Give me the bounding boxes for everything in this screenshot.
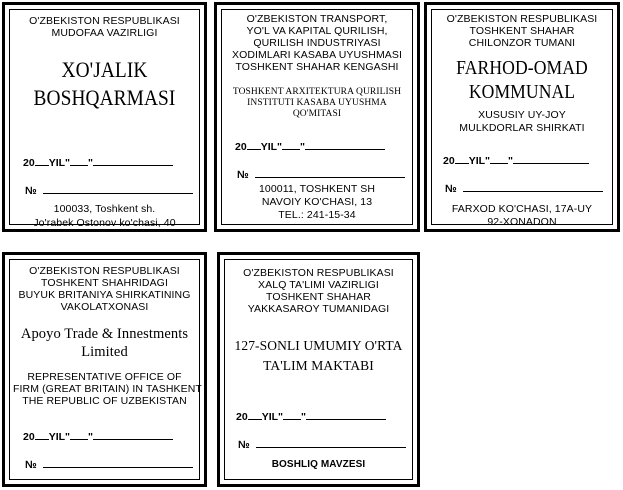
address-line: 92-XONADON [487, 216, 557, 228]
stamp-title: XO'JALIK [61, 57, 148, 82]
stamp-title: TOSHKENT ARXITEKTURA QURILISH [232, 87, 402, 97]
number-field[interactable]: № [445, 181, 603, 195]
org-line: O'ZBEKISTON TRANSPORT, [246, 13, 388, 25]
stamp-title: FARHOD-OMAD [456, 57, 588, 79]
stamp-title: BOSHQARMASI [33, 85, 176, 110]
org-line: TOSHKENT SHAHAR [469, 25, 575, 37]
subtitle-line: FIRM (GREAT BRITAIN) IN TASHKENT [13, 383, 202, 395]
org-line: QURILISH INDUSTRIYASI [253, 37, 381, 49]
subtitle-line: REPRESENTATIVE OFFICE OF [27, 371, 182, 383]
number-field[interactable]: № [25, 457, 193, 471]
org-line: YO'L VA KAPITAL QURILISH, [246, 25, 388, 37]
stamp-title: Apoyo Trade & Innestments [20, 326, 189, 342]
stamp-title: KOMMUNAL [468, 81, 576, 103]
number-field[interactable]: № [25, 183, 193, 197]
address-line: NAVOIY KO'CHASI, 13 [261, 196, 373, 208]
subtitle-line: XUSUSIY UY-JOY [478, 109, 566, 121]
org-line: CHILONZOR TUMANI [468, 37, 576, 49]
number-field[interactable]: № [238, 437, 406, 451]
org-line: BUYUK BRITANIYA SHIRKATINING [18, 289, 191, 301]
date-field[interactable]: 20 YIL" " [236, 409, 386, 423]
stamp-title: QO'MITASI [292, 109, 342, 119]
org-line: TOSHKENT SHAHAR [266, 291, 371, 303]
org-line: TOSHKENT SHAHRIDAGI [41, 277, 168, 289]
footer-line: BOSHLIQ MAVZESI [271, 459, 366, 470]
org-line: O'ZBEKISTON RESPUBLIKASI [243, 267, 394, 279]
subtitle-line: MULKDORLAR SHIRKATI [459, 122, 585, 134]
stamp-title: Limited [81, 344, 128, 360]
address-line: Jo'rabek Ostonov ko'chasi, 40 [33, 217, 176, 229]
date-field[interactable]: 20 YIL" " [23, 155, 173, 169]
address-line: TEL.: 241-15-34 [278, 209, 356, 221]
org-line: O'ZBEKISTON RESPUBLIKASI [446, 13, 598, 25]
org-line: O'ZBEKISTON RESPUBLIKASI [29, 265, 180, 277]
date-field[interactable]: 20 YIL" " [443, 153, 589, 167]
stamp-maktab-127 [217, 252, 420, 487]
stamp-farhod-omad [424, 2, 620, 232]
org-line: XALQ TA'LIMI VAZIRLIGI [258, 279, 379, 291]
org-line: VAKOLATXONASI [60, 301, 149, 313]
stamp-title: TA'LIM MAKTABI [263, 358, 374, 373]
org-line: XODIMLARI KASABA UYUSHMASI [231, 49, 403, 61]
stamp-title: INSTITUTI KASABA UYUSHMA [247, 98, 387, 108]
stamp-apoyo-trade [2, 252, 207, 487]
subtitle-line: THE REPUBLIC OF UZBEKISTAN [22, 395, 187, 407]
org-line: YAKKASAROY TUMANIDAGI [247, 303, 390, 315]
date-field[interactable]: 20 YIL" " [235, 139, 385, 153]
number-field[interactable]: № [237, 167, 405, 181]
org-line: MUDOFAA VAZIRLIGI [51, 27, 158, 39]
org-line: O'ZBEKISTON RESPUBLIKASI [29, 15, 180, 27]
date-field[interactable]: 20 YIL" " [23, 429, 173, 443]
address-line: 100011, TOSHKENT SH [258, 183, 376, 195]
stamp-kasaba-uyushma [214, 2, 420, 232]
address-line: FARXOD KO'CHASI, 17A-UY [451, 203, 593, 215]
stamp-title: 127-SONLI UMUMIY O'RTA [234, 338, 403, 353]
address-line: 100033, Toshkent sh. [53, 203, 156, 215]
org-line: TOSHKENT SHAHAR KENGASHI [235, 61, 399, 73]
stamp-mudofaa [2, 2, 207, 232]
